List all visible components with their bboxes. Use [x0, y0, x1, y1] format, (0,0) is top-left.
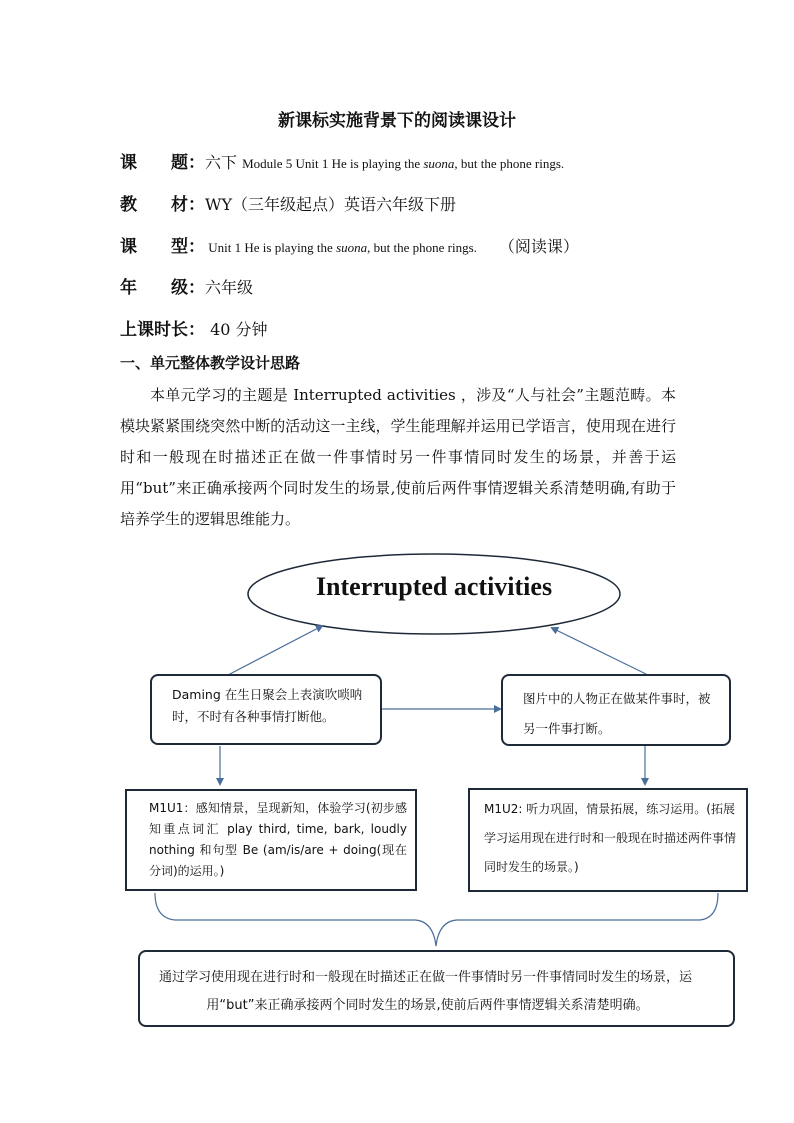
- meta-label-grade: 年 级：: [120, 278, 205, 298]
- meta-value-topic-prefix: 六下: [205, 153, 243, 172]
- section-heading: 一、单元整体教学设计思路: [120, 354, 301, 372]
- meta-label-duration: 上课时长：: [120, 320, 205, 340]
- arrow-right-to-center: [552, 628, 646, 674]
- summary-text: 通过学习使用现在进行时和一般现在时描述正在做一件事情时另一件事情同时发生的场景，运用“but”来正确承接两个同时发生的场景,使前后两件事情逻辑关系清楚明确。: [158, 970, 692, 1013]
- left-context-text: Daming 在生日聚会上表演吹唢呐时，不时有各种事情打断他。: [172, 687, 363, 724]
- document-title: 新课标实施背景下的阅读课设计: [278, 111, 516, 131]
- meta-value-type-en-b: , but the phone rings.: [367, 240, 477, 255]
- center-ellipse-text: Interrupted activities: [315, 572, 553, 601]
- summary-box: [138, 950, 735, 1027]
- meta-value-topic-em: suona: [423, 156, 455, 171]
- meta-value-grade: 六年级: [205, 278, 254, 297]
- meta-value-type-suffix: （阅读课）: [498, 237, 579, 256]
- right-context-box: [501, 674, 731, 746]
- meta-value-topic-en-b: , but the phone rings.: [454, 156, 565, 171]
- m1u2-text: M1U2: 听力巩固，情景拓展，练习运用。(拓展学习运用现在进行时和一般现在时描述两件事情同时发生的场景。): [484, 802, 737, 874]
- m1u2-box: [468, 788, 748, 892]
- meta-label-topic: 课 题：: [120, 153, 205, 173]
- meta-value-type-em: suona: [336, 240, 368, 255]
- body-paragraph-text: 本单元学习的主题是 Interrupted activities ，涉及“人与社会”主题范畴。本模块紧紧围绕突然中断的活动这一主线，学生能理解并运用已学语言，使用现在进行时和一般现在时描述正在做一件事情时另一件事情同时发生的场景，并善于运用“but”来正确承接两个同时发生的场景,使前后两件事情逻辑关系清楚明确,有助于培养学生的逻辑思维能力。: [120, 386, 676, 528]
- meta-value-topic-en-a: Module 5 Unit 1 He is playing the: [242, 156, 424, 171]
- right-context-text: 图片中的人物正在做某件事时，被另一件事打断。: [523, 691, 711, 736]
- meta-label-type: 课 型：: [120, 237, 205, 257]
- left-context-box: [150, 674, 382, 745]
- m1u1-text: M1U1：感知情景，呈现新知，体验学习(初步感知重点词汇 play third, time, bark, loudly nothing 和句型 Be (am/is/are + doing(现在分词)的运用。): [149, 801, 407, 878]
- meta-value-material: WY（三年级起点）英语六年级下册: [205, 195, 457, 214]
- curly-brace: [155, 893, 718, 946]
- meta-value-type-en-a: Unit 1 He is playing the: [205, 240, 337, 255]
- meta-value-duration: 40 分钟: [205, 320, 268, 339]
- m1u1-box: [125, 789, 417, 891]
- meta-label-material: 教 材：: [120, 195, 205, 215]
- arrow-left-to-center: [228, 626, 322, 675]
